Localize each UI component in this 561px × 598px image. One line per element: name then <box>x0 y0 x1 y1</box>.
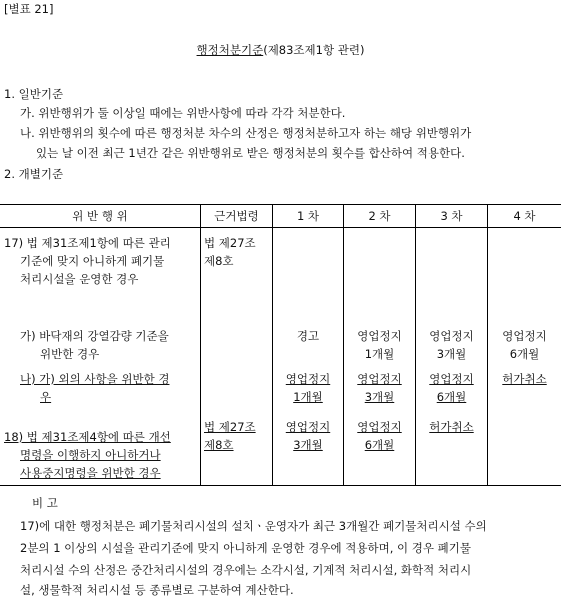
row17b-first: 영업정지 <box>285 372 331 386</box>
row18-law-line: 법 제27조 <box>204 420 256 434</box>
row17a-third: 3개월 <box>436 347 467 361</box>
table-column-divider <box>200 205 201 485</box>
row17a-third: 영업정지 <box>429 329 474 343</box>
row17-law-line: 제8호 <box>204 254 234 268</box>
attachment-label: [별표 21] <box>4 2 54 16</box>
row17-violation-line: 처리시설을 운영한 경우 <box>20 272 139 286</box>
row17-violation-line: 기준에 맞지 아니하게 폐기물 <box>20 254 165 268</box>
row17b-third: 6개월 <box>436 390 467 404</box>
row18-violation-line: 명령을 이행하지 아니하거나 <box>20 448 161 462</box>
header-third: 3 차 <box>440 209 463 223</box>
title-main: 행정처분기준 <box>196 43 264 57</box>
row17-violation-line: 17) 법 제31조제1항에 따른 관리 <box>4 236 171 250</box>
row17a-fourth: 영업정지 <box>502 329 547 343</box>
row18-first: 영업정지 <box>285 420 331 434</box>
title-reference: (제83조제1항 관련) <box>263 43 365 57</box>
section-general-heading: 1. 일반기준 <box>4 87 64 101</box>
row17a-second: 영업정지 <box>357 329 402 343</box>
remarks-label: 비 고 <box>32 496 58 510</box>
row18-violation-line: 18) 법 제31조제4항에 따른 개선 <box>4 430 171 444</box>
row18-first: 3개월 <box>293 438 323 452</box>
row17b-first: 1개월 <box>293 390 323 404</box>
general-item-b-line1: 나. 위반행위의 횟수에 따른 행정처분 차수의 산정은 행정처분하고자 하는 해당 위반행위가 <box>20 126 472 140</box>
row18-third: 허가취소 <box>429 420 474 434</box>
table-header-divider <box>0 227 561 228</box>
remarks-line: 설, 생물학적 처리시설 등 종류별로 구분하여 계산한다. <box>20 583 294 597</box>
row18-second: 6개월 <box>364 438 395 452</box>
row17a-violation-line: 가) 바닥재의 강열감량 기준을 <box>20 329 169 343</box>
row17a-violation-line: 위반한 경우 <box>40 347 100 361</box>
header-legal-basis: 근거법령 <box>214 209 259 223</box>
header-second: 2 차 <box>368 209 391 223</box>
row17b-second: 3개월 <box>364 390 395 404</box>
row17a-first: 경고 <box>296 329 320 343</box>
header-violation: 위 반 행 위 <box>72 209 128 223</box>
remarks-line: 처리시설 수의 산정은 중간처리시설의 경우에는 소각시설, 기계적 처리시설, 화학적 처리시 <box>20 563 472 577</box>
row17-law-line: 법 제27조 <box>204 236 256 250</box>
remarks-line: 17)에 대한 행정처분은 폐기물처리시설의 설치ㆍ운영자가 최근 3개월간 폐기물처리시설 수의 <box>20 519 487 533</box>
row17a-fourth: 6개월 <box>509 347 540 361</box>
row17b-third: 영업정지 <box>429 372 474 386</box>
row17b-violation-line: 나) 가) 외의 사항을 위반한 경 <box>20 372 170 386</box>
section-individual-heading: 2. 개별기준 <box>4 167 64 181</box>
row18-violation-line: 사용중지명령을 위반한 경우 <box>20 466 161 480</box>
row18-second: 영업정지 <box>357 420 402 434</box>
penalty-table <box>0 204 561 486</box>
header-first: 1 차 <box>296 209 320 223</box>
general-item-b-line2: 있는 날 이전 최근 1년간 같은 위반행위로 받은 행정처분의 횟수를 합산하여 적용한다. <box>36 146 465 160</box>
document-title <box>0 42 561 58</box>
remarks-line: 2분의 1 이상의 시설을 관리기준에 맞지 아니하게 운영한 경우에 적용하며, 이 경우 폐기물 <box>20 541 471 555</box>
row17a-second: 1개월 <box>364 347 395 361</box>
row17b-fourth: 허가취소 <box>502 372 547 386</box>
row17b-second: 영업정지 <box>357 372 402 386</box>
general-item-a: 가. 위반행위가 둘 이상일 때에는 위반사항에 따라 각각 처분한다. <box>20 106 346 120</box>
row17b-violation-line: 우 <box>40 390 52 404</box>
header-fourth: 4 차 <box>513 209 536 223</box>
row18-law-line: 제8호 <box>204 438 234 452</box>
